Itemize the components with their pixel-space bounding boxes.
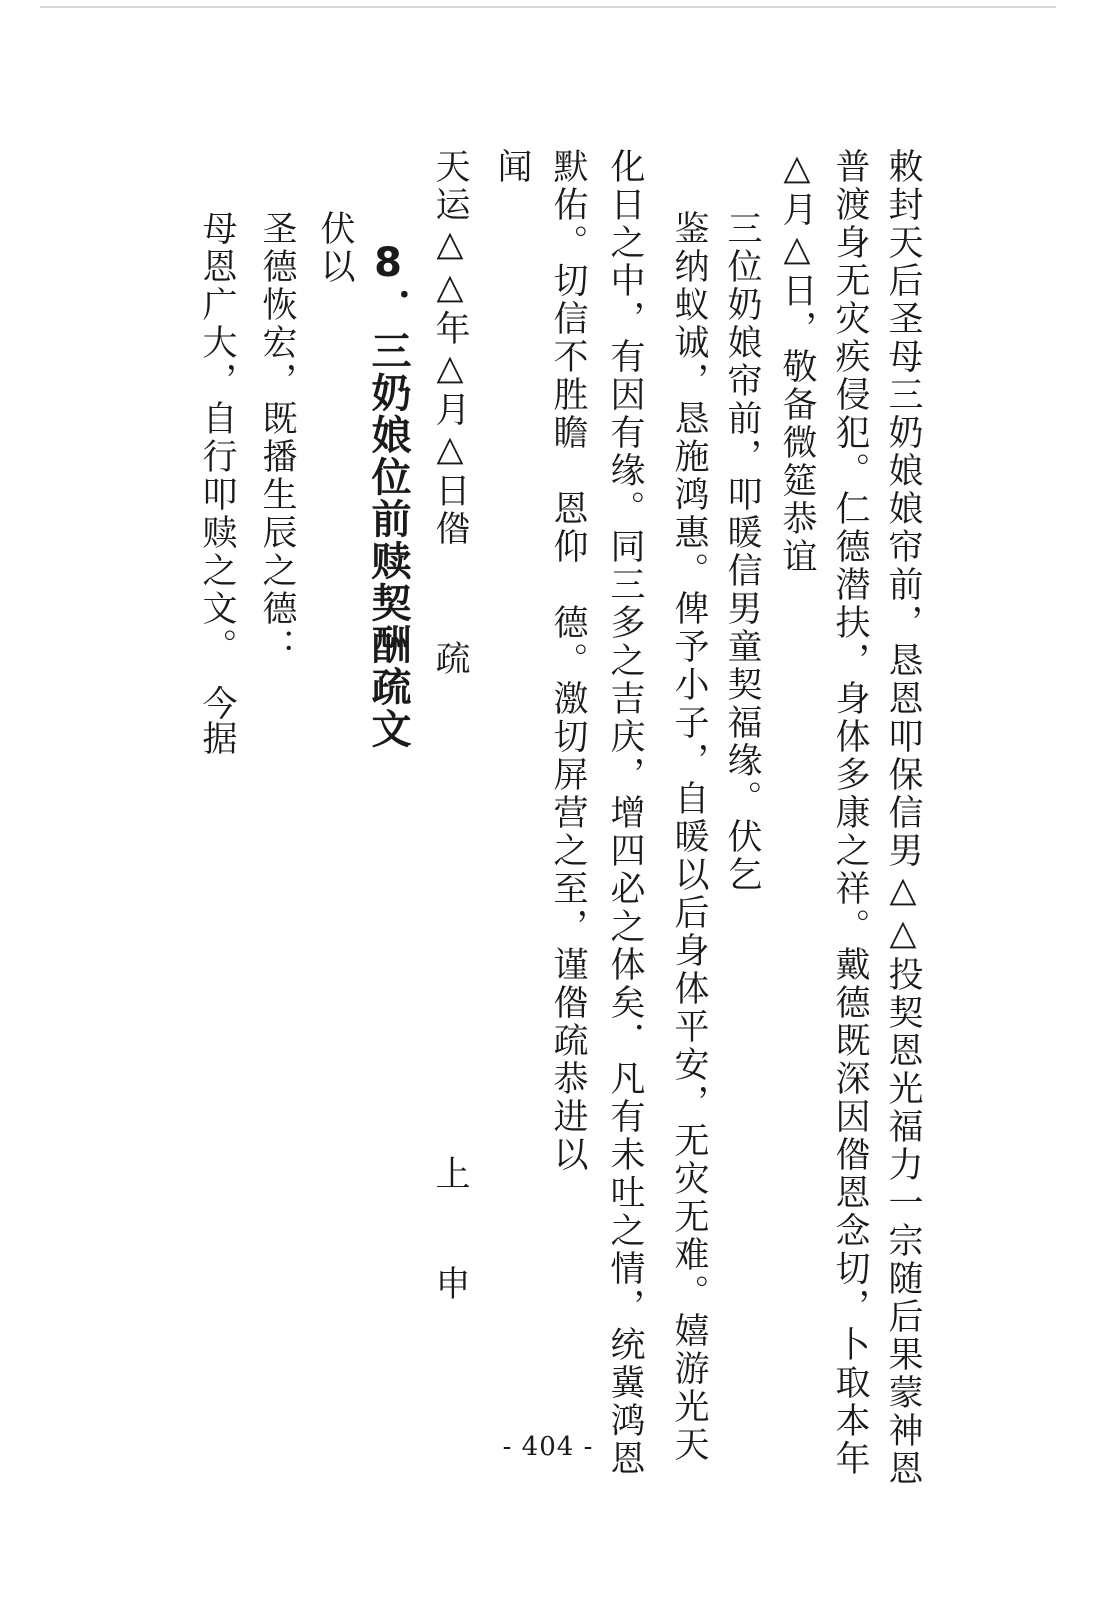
text-column-4: 三位奶娘帘前，叩暖信男童契福缘。伏乞 (722, 210, 762, 894)
mark-shang: 上 (430, 1155, 470, 1190)
muen-column: 母恩广大，自行叩赎之文。 (197, 210, 237, 666)
text-column-1: 敕封天后圣母三奶娘娘帘前，恳恩叩保信男△△投契恩光福力一宗随后果蒙神恩 (883, 148, 923, 1488)
text-column-6: 化日之中，有因有缘。同三多之吉庆，增四必之体矣．凡有未吐之情，统冀鸿恩 (605, 148, 645, 1478)
text-column-5: 鉴纳蚁诚，恳施鸿惠。俾予小子，自暖以后身体平安，无灾无难。嬉游光天 (669, 210, 709, 1464)
section-heading: 8．三奶娘位前赎契酬疏文 (365, 240, 411, 750)
text-column-8: 闻 (492, 148, 532, 186)
page-number: - 404 - (502, 1432, 594, 1462)
jinju-mark: 今据 (197, 685, 237, 755)
top-border-line (40, 6, 1056, 8)
text-column-9: 天运△△年△月△日偺 (430, 148, 470, 548)
shengde-column: 圣德恢宏，既播生辰之德： (257, 210, 297, 666)
fuyi-column: 伏以 (315, 210, 355, 286)
mark-shu: 疏 (430, 640, 470, 675)
text-column-3: △月△日，敬备微筵恭谊 (777, 148, 817, 576)
mark-shen: 申 (430, 1265, 470, 1300)
text-column-2: 普渡身无灾疾侵犯。仁德潜扶，身体多康之祥。戴德既深因偺恩念切，卜取本年 (830, 148, 870, 1478)
text-column-7: 默佑。切信不胜瞻 恩仰 德。激切屏营之至，谨偺疏恭进以 (548, 148, 588, 1174)
